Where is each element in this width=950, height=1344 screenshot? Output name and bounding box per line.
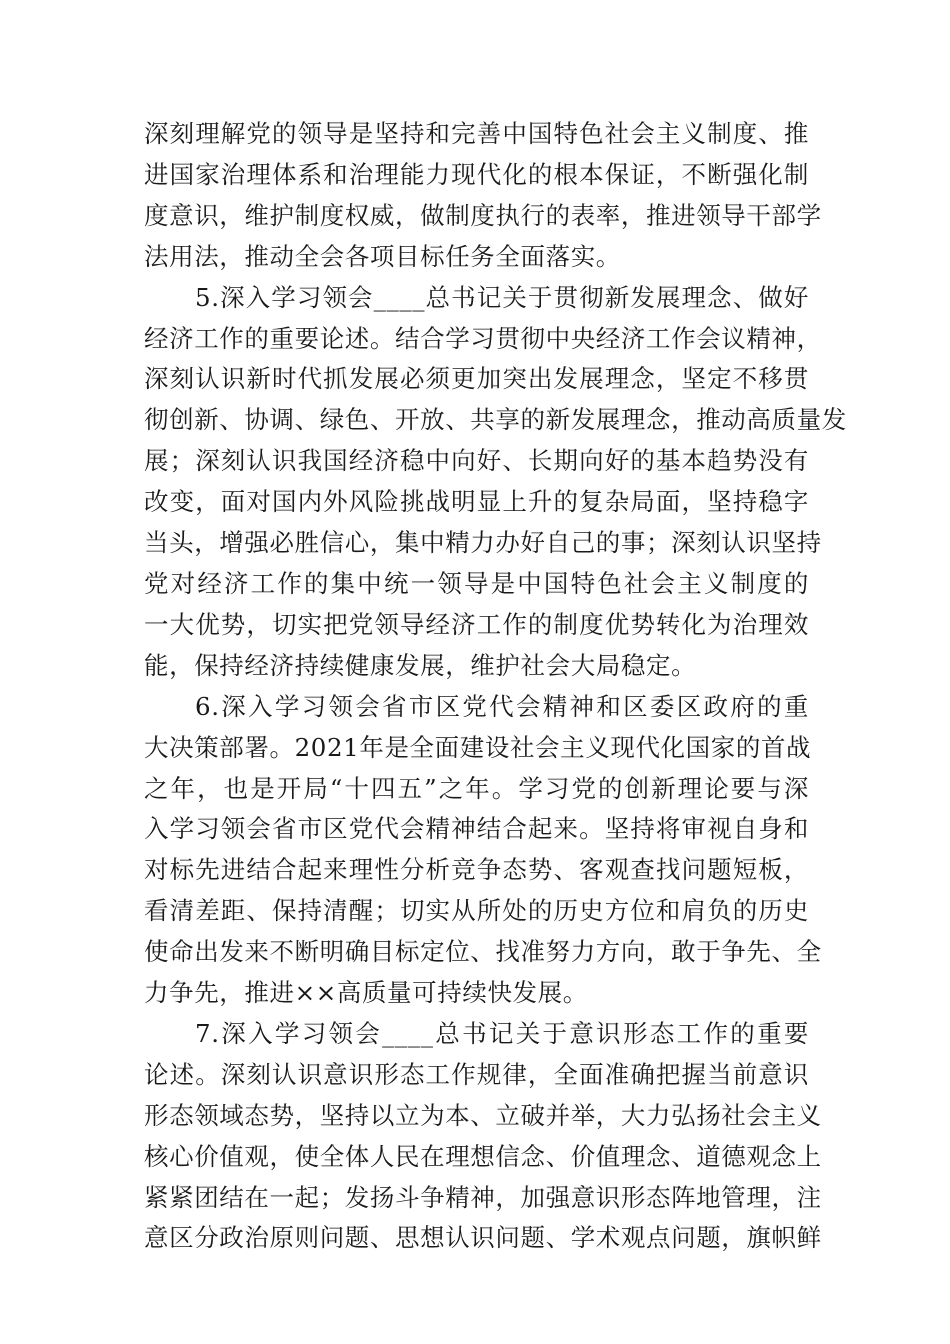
text-line: 紧紧团结在一起；发扬斗争精神，加强意识形态阵地管理，注 [144, 1182, 822, 1212]
text-line: 形态领域态势，坚持以立为本、立破并举，大力弘扬社会主义 [144, 1100, 822, 1130]
text-line: 法用法，推动全会各项目标任务全面落实。 [144, 241, 621, 271]
paragraph-continuation [144, 114, 822, 278]
text-line: 6.深入学习领会省市区党代会精神和区委区政府的重 [195, 691, 809, 721]
text-line: 进国家治理体系和治理能力现代化的根本保证，不断强化制 [144, 159, 809, 189]
paragraph-item-6 [144, 687, 822, 1014]
text-line: 核心价值观，使全体人民在理想信念、价值理念、道德观念上 [144, 1141, 822, 1171]
text-line: 经济工作的重要论述。结合学习贯彻中央经济工作会议精神， [144, 323, 822, 353]
paragraph-item-7 [144, 1014, 822, 1259]
text-line: 7.深入学习领会____总书记关于意识形态工作的重要 [195, 1018, 809, 1048]
text-line: 彻创新、协调、绿色、开放、共享的新发展理念，推动高质量发 [144, 405, 847, 435]
text-line: 5.深入学习领会____总书记关于贯彻新发展理念、做好 [195, 282, 809, 312]
text-line: 党对经济工作的集中统一领导是中国特色社会主义制度的 [144, 568, 809, 598]
text-line: 展；深刻认识我国经济稳中向好、长期向好的基本趋势没有 [144, 446, 809, 476]
text-line: 看清差距、保持清醒；切实从所处的历史方位和肩负的历史 [144, 896, 809, 926]
text-line: 度意识，维护制度权威，做制度执行的表率，推进领导干部学 [144, 200, 822, 230]
text-line: 当头，增强必胜信心，集中精力办好自己的事；深刻认识坚持 [144, 528, 822, 558]
text-line: 能，保持经济持续健康发展，维护社会大局稳定。 [144, 650, 697, 680]
text-line: 使命出发来不断明确目标定位、找准努力方向，敢于争先、全 [144, 937, 822, 967]
text-line: 深刻理解党的领导是坚持和完善中国特色社会主义制度、推 [144, 119, 809, 148]
document-body [144, 114, 847, 1259]
text-line: 意区分政治原则问题、思想认识问题、学术观点问题，旗帜鲜 [144, 1223, 822, 1253]
text-line: 一大优势，切实把党领导经济工作的制度优势转化为治理效 [144, 609, 809, 639]
text-line: 深刻认识新时代抓发展必须更加突出发展理念，坚定不移贯 [144, 364, 809, 394]
text-line: 对标先进结合起来理性分析竞争态势、客观查找问题短板， [144, 855, 809, 885]
text-line: 力争先，推进××高质量可持续快发展。 [144, 978, 588, 1008]
text-line: 之年，也是开局“十四五”之年。学习党的创新理论要与深 [144, 773, 809, 803]
text-line: 论述。深刻认识意识形态工作规律，全面准确把握当前意识 [144, 1059, 809, 1089]
text-line: 入学习领会省市区党代会精神结合起来。坚持将审视自身和 [144, 814, 809, 844]
text-line: 大决策部署。2021年是全面建设社会主义现代化国家的首战 [144, 732, 812, 762]
text-line: 改变，面对国内外风险挑战明显上升的复杂局面，坚持稳字 [144, 487, 809, 517]
paragraph-item-5 [144, 278, 847, 687]
